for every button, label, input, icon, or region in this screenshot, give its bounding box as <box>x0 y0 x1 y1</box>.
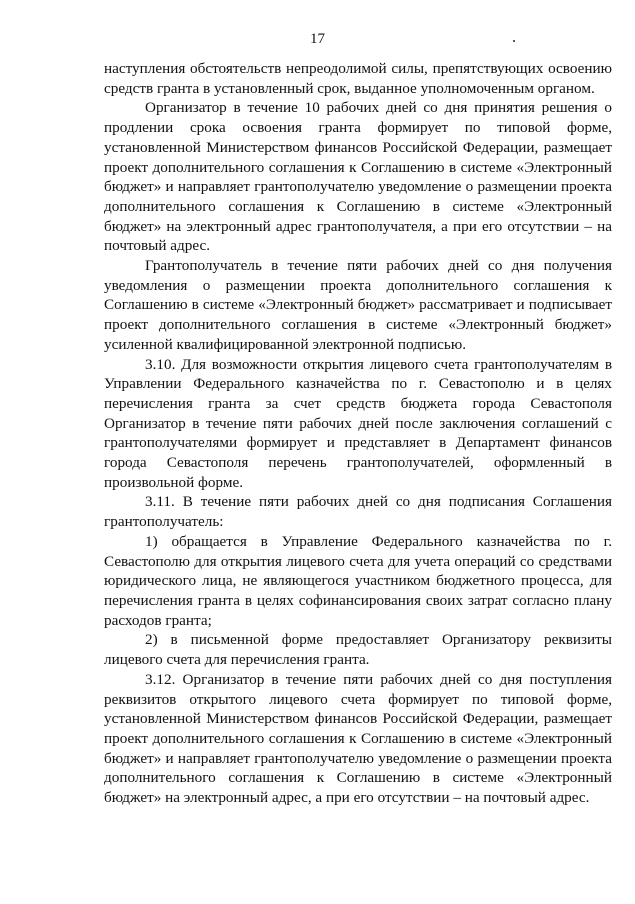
paragraph: 3.10. Для возможности открытия лицевого счета грантополучателям в Управлении Федерального казначейства по г. Севастополю и в целях перечисления гранта за счет средств бюджета города Севастополя Организатор в течение пяти рабочих дней после заключения соглашений с грантополучателями формирует и представляет в Департамент финансов города Севастополя перечень грантополучателей, оформленный в произвольной форме. <box>104 355 612 491</box>
page-number: 17 <box>310 31 325 47</box>
paragraph: 3.11. В течение пяти рабочих дней со дня подписания Соглашения грантополучатель: <box>104 493 612 531</box>
paragraph: 3.12. Организатор в течение пяти рабочих дней со дня поступления реквизитов открытого лицевого счета формирует по типовой форме, установленной Министерством финансов Российской Федерации, размещает проект дополнительного соглашения к Соглашению в системе «Электронный бюджет» и направляет грантополучателю уведомление о размещении проекта дополнительного соглашения к Соглашению в системе «Электронный бюджет» на электронный адрес, а при его отсутствии – на почтовый адрес. <box>104 670 612 807</box>
scan-mark <box>513 40 515 42</box>
document-body <box>104 59 612 808</box>
paragraph: 1) обращается в Управление Федерального казначейства по г. Севастополю для открытия лицевого счета для учета операций со средствами юридического лица, не являющегося участником бюджетного процесса, для перечисления гранта в целях софинансирования своих затрат согласно плану расходов гранта; <box>104 532 612 629</box>
paragraph: Организатор в течение 10 рабочих дней со дня принятия решения о продлении срока освоения гранта формирует по типовой форме, установленной Министерством финансов Российской Федерации, размещает проект дополнительного соглашения к Соглашению в системе «Электронный бюджет» и направляет грантополучателю уведомление о размещении проекта дополнительного соглашения к Соглашению в системе «Электронный бюджет» на электронный адрес грантополучателя, а при его отсутствии – на почтовый адрес. <box>104 99 612 255</box>
paragraph: 2) в письменной форме предоставляет Организатору реквизиты лицевого счета для перечисления гранта. <box>104 631 612 669</box>
paragraph: Грантополучатель в течение пяти рабочих дней со дня получения уведомления о размещении проекта дополнительного соглашения к Соглашению в системе «Электронный бюджет» рассматривает и подписывает проект дополнительного соглашения в системе «Электронный бюджет» усиленной квалифицированной электронной подписью. <box>104 257 612 353</box>
paragraph: наступления обстоятельств непреодолимой силы, препятствующих освоению средств гранта в установленный срок, выданное уполномоченным органом. <box>104 60 612 97</box>
